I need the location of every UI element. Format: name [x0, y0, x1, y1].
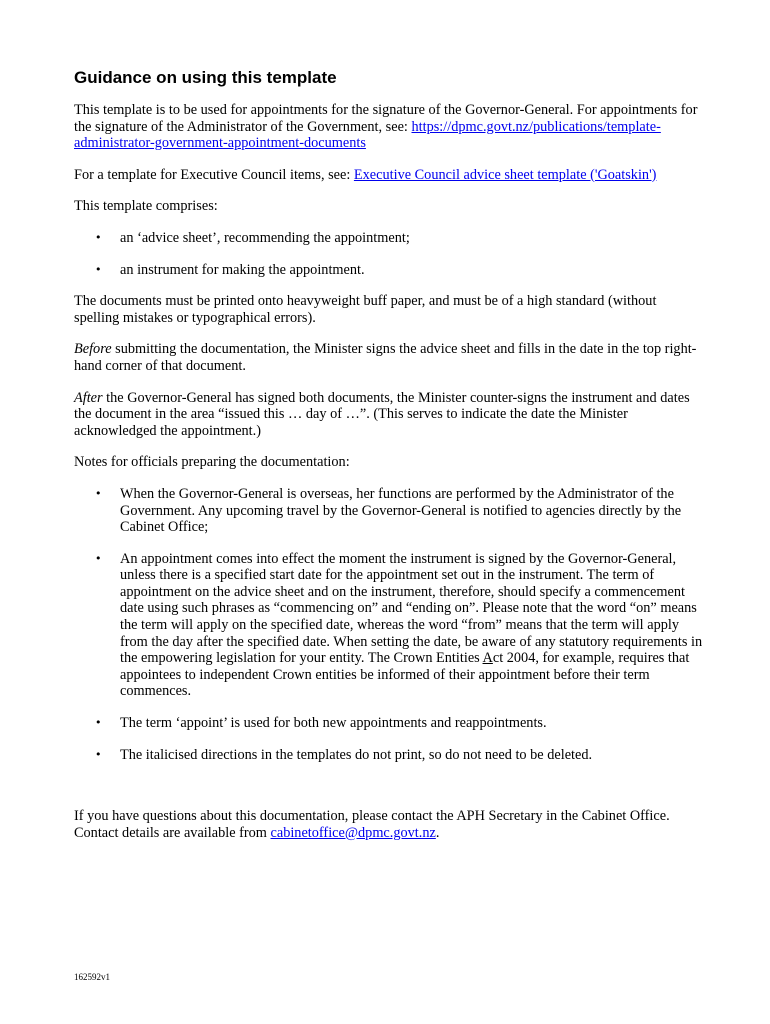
- list-item-text-part-2: ct 2004, for example, requires that appointees to independent Crown entities be informed of their appointment before their term commences.: [120, 650, 690, 700]
- bullet-icon: •: [95, 486, 102, 500]
- list-item-text: The term ‘appoint’ is used for both new appointments and reappointments.: [120, 715, 547, 732]
- contact-email-link[interactable]: cabinetoffice@dpmc.govt.nz: [270, 824, 436, 841]
- bullet-icon: •: [95, 716, 102, 730]
- before-text: submitting the documentation, the Minister signs the advice sheet and fills in the date in the top right-hand corner of that document.: [74, 341, 697, 374]
- bullet-icon: •: [95, 230, 102, 244]
- list-item-text: The italicised directions in the templates do not print, so do not need to be deleted.: [120, 746, 593, 763]
- contact-end: .: [435, 824, 440, 841]
- intro-paragraph: [74, 102, 704, 152]
- list-item-text-part-1: An appointment comes into effect the moment the instrument is signed by the Governor-General, unless there is a specified start date for the appointment set out in the instrument. The term of appointment on the advice sheet and on the instrument, therefore, should specify a commencement date using such phrases as “commencing on” and “ending on”. Please note that the word “on” means the term will apply on the specified date, whereas the word “from” means that the term will apply from the day after the specified date. When setting the date, be aware of any statutory requirements in the empowering legislation for your entity. The Crown Entities: [120, 550, 703, 667]
- comprises-list: [74, 230, 704, 278]
- executive-council-template-link[interactable]: Executive Council advice sheet template ('Goatskin'): [353, 166, 657, 183]
- bullet-icon: •: [95, 747, 102, 761]
- list-item: [74, 230, 704, 247]
- contact-text: If you have questions about this documentation, please contact the APH Secretary in the Cabinet Office. Contact details are available from: [74, 808, 670, 841]
- bullet-icon: •: [95, 262, 102, 276]
- paper-paragraph: The documents must be printed onto heavyweight buff paper, and must be of a high standard (without spelling mistakes or typographical errors).: [74, 293, 657, 326]
- contact-paragraph: [74, 808, 704, 841]
- administrator-template-link[interactable]: https://dpmc.govt.nz/publications/template-administrator-government-appointment-documents: [74, 118, 661, 152]
- intro-text: This template is to be used for appointments for the signature of the Governor-General. For appointments for the signature of the Administrator of the Government, see:: [74, 102, 698, 135]
- after-emphasis: After: [74, 389, 103, 406]
- page-title: Guidance on using this template: [74, 68, 337, 87]
- notes-paragraph: Notes for officials preparing the documentation:: [74, 454, 350, 471]
- comprises-paragraph: This template comprises:: [74, 198, 218, 215]
- list-item: [74, 747, 704, 764]
- spacer: [74, 778, 704, 808]
- after-text: the Governor-General has signed both documents, the Minister counter-signs the instrument and dates the document in the area “issued this … day of …”. (This serves to indicate the date the Minister acknowledged the appointment.): [74, 389, 690, 439]
- document-id-footer: 162592v1: [74, 972, 110, 982]
- notes-list: [74, 486, 704, 763]
- before-emphasis: Before: [74, 341, 112, 358]
- list-item-text: an ‘advice sheet’, recommending the appointment;: [120, 229, 410, 246]
- list-item: [74, 715, 704, 732]
- executive-council-text: For a template for Executive Council items, see:: [74, 166, 354, 183]
- list-item: [74, 486, 704, 536]
- bullet-icon: •: [95, 551, 102, 565]
- executive-council-paragraph: [74, 167, 704, 184]
- list-item-text: an instrument for making the appointment.: [120, 261, 365, 278]
- list-item: [74, 551, 704, 700]
- after-paragraph: [74, 390, 704, 440]
- before-paragraph: [74, 341, 704, 374]
- list-item-text: When the Governor-General is overseas, her functions are performed by the Administrator of the Government. Any upcoming travel by the Governor-General is notified to agencies directly by the Cabinet Office;: [120, 485, 682, 536]
- document-body: [74, 68, 704, 856]
- list-item-text-underlined: A: [482, 650, 493, 667]
- list-item: [74, 262, 704, 279]
